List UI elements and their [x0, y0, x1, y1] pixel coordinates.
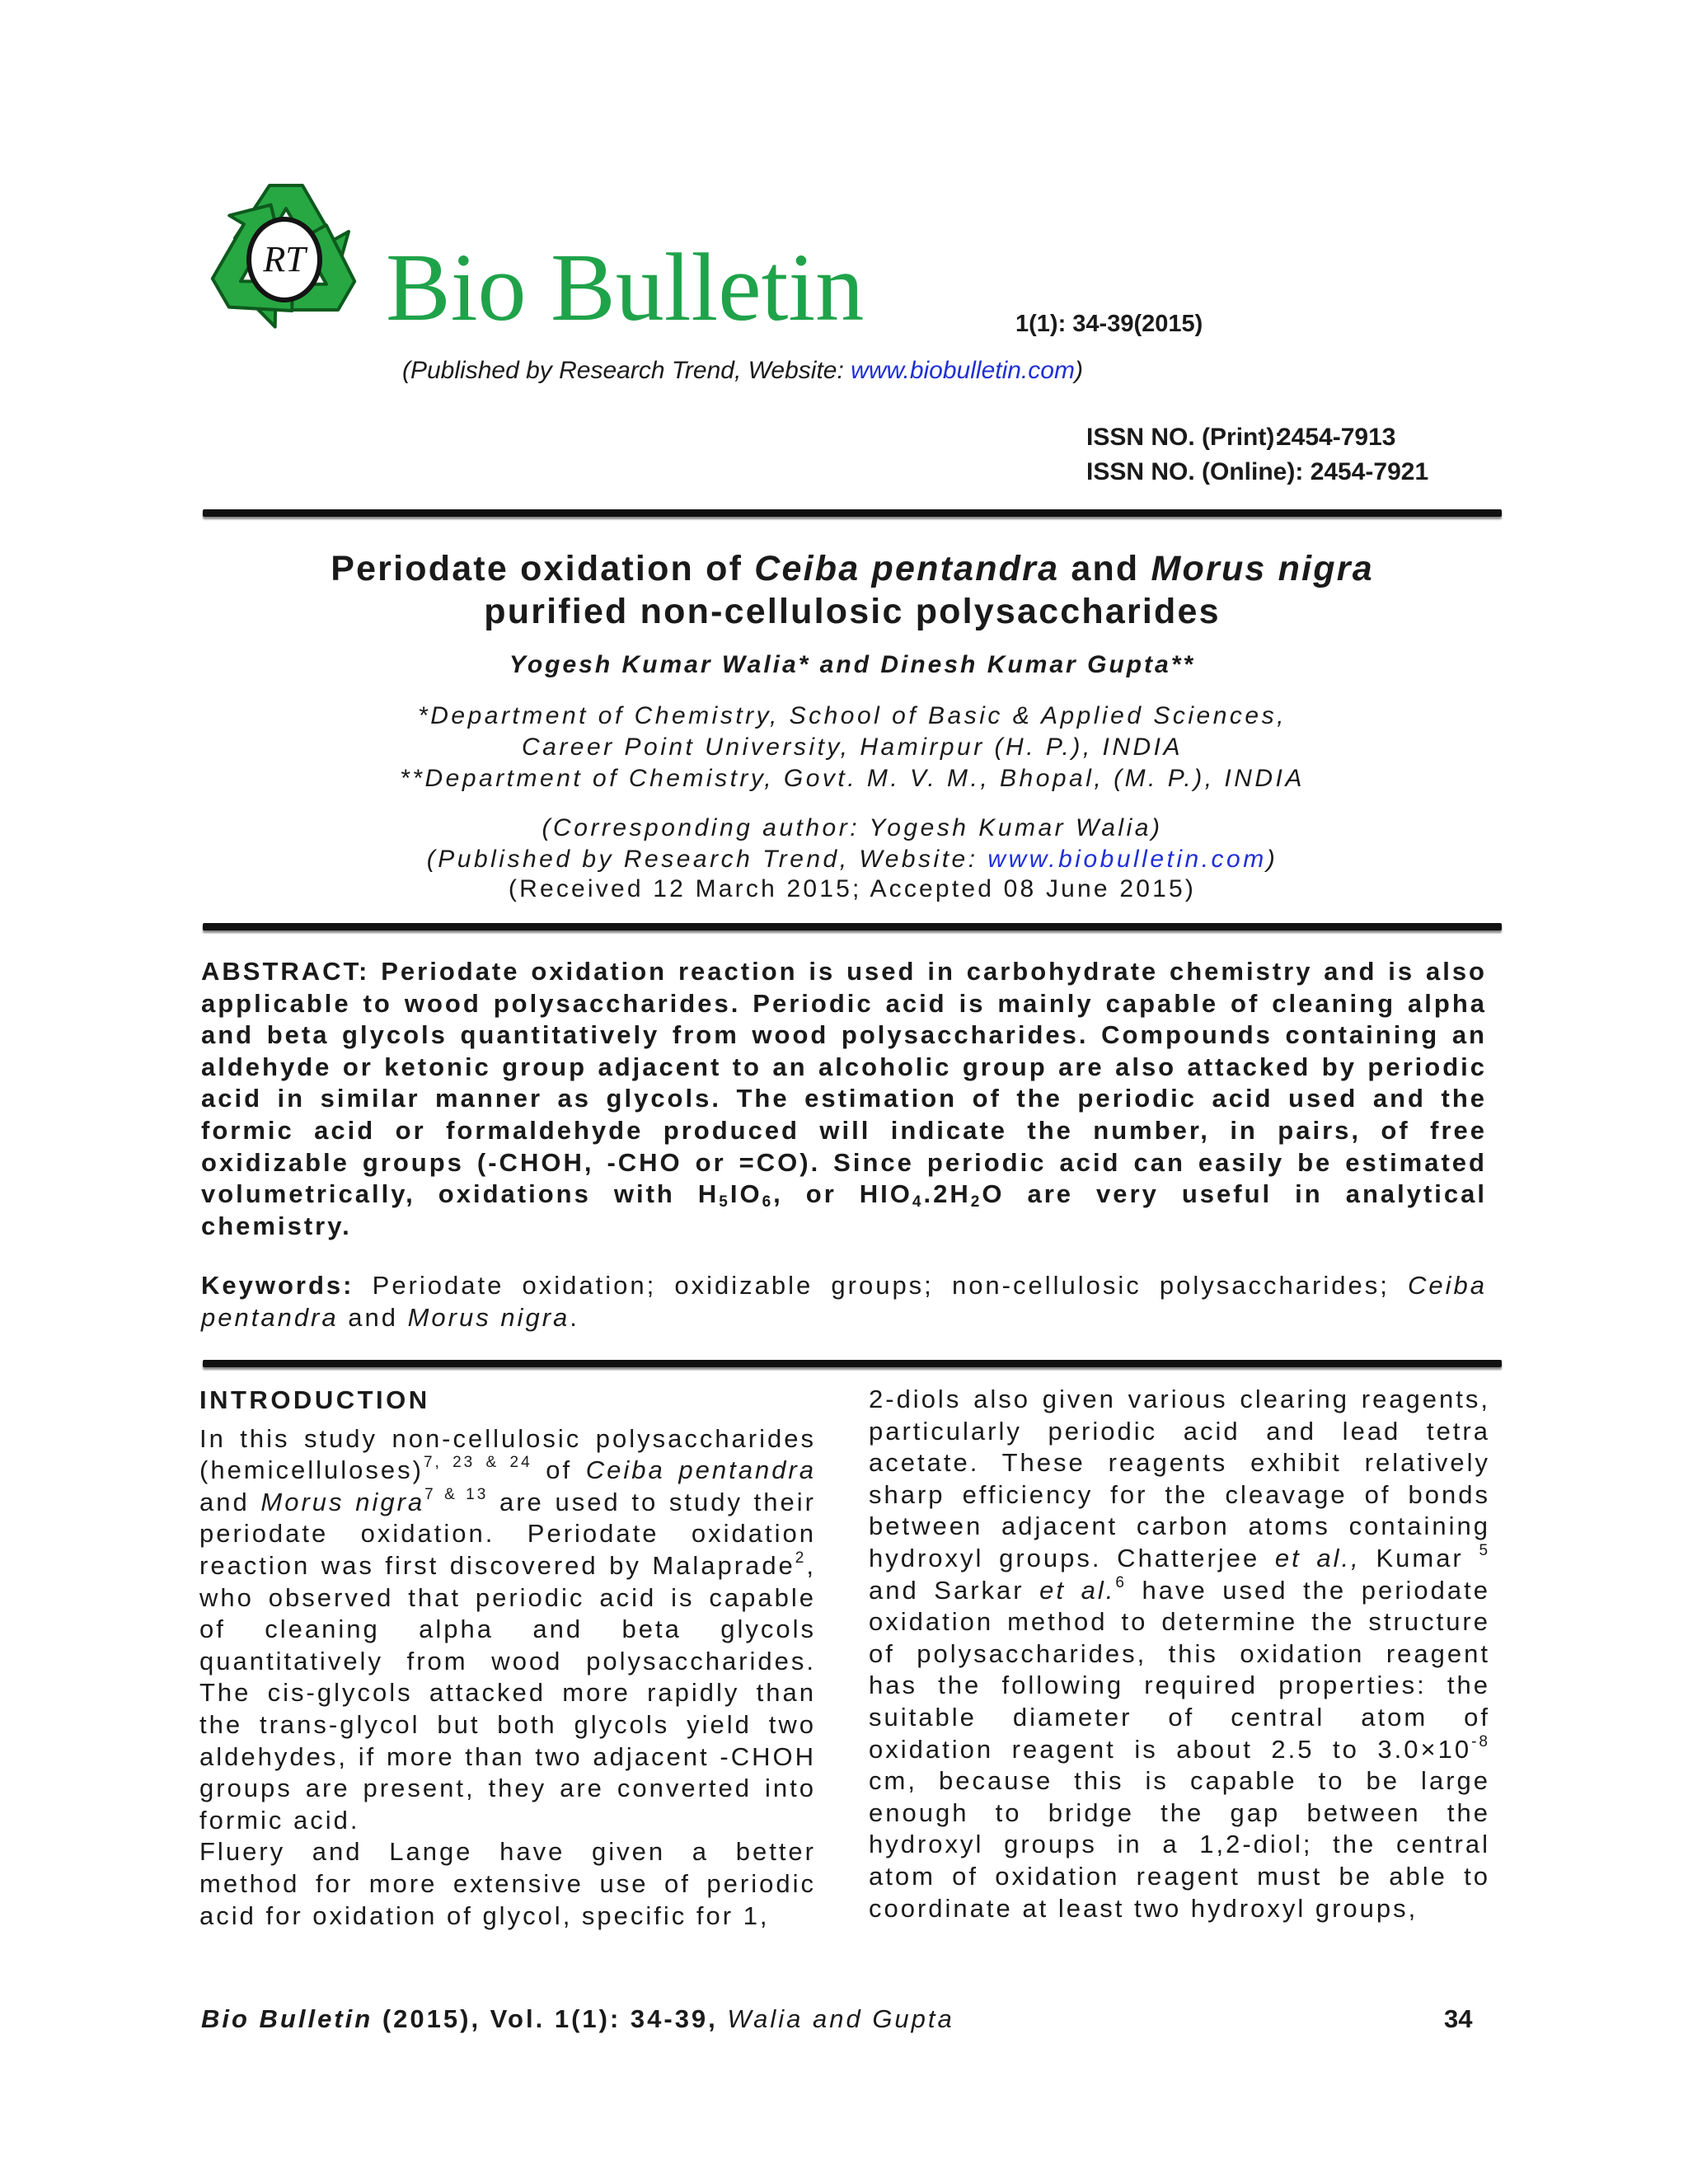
intro-right-column [869, 1384, 1490, 1924]
journal-name: Bio Bulletin [386, 233, 865, 341]
article-title: Periodate oxidation of Ceiba pentandra and Morus nigra purified non-cellulosic polysaccharides [331, 549, 1374, 631]
header-rule [203, 509, 1502, 517]
affiliations: *Department of Chemistry, School of Basic & Applied Sciences, Career Point University, Hamirpur (H. P.), INDIA **Department of Chemistry, Govt. M. V. M., Bhopal, (M. P.), INDIA [400, 702, 1305, 792]
journal-logo [198, 169, 371, 342]
issn-online: ISSN NO. (Online): 2454-7921 [1086, 458, 1429, 485]
page-footer: Bio Bulletin (2015), Vol. 1(1): 34-39, Walia and Gupta [201, 2004, 954, 2033]
svg-text:RT: RT [263, 239, 306, 279]
keywords-rule [203, 1360, 1502, 1367]
intro-paragraph-2-cont: 2-diols also given various clearing reagents, particularly periodic acid and lead tetra acetate. These reagents exhibit relatively sharp efficiency for the cleavage of bonds between adjacent carbon atoms containing hydroxyl groups. Chatterjee et al., Kumar $^5$ and Sarkar et al.$^6$ have used the periodate oxidation method to determine the structure of polysaccharides, this oxidation reagent has the following required properties: the suitable diameter of central atom of oxidation reagent is about 2.5 to $3.0\times 10^{-8}$ cm, because this is capable to be large enough to bridge the gap between the hydroxyl groups in a 1,2-diol; the central atom of oxidation reagent must be able to coordinate at least two hydroxyl groups, [869, 1385, 1491, 1923]
received-dates: (Received 12 March 2015; Accepted 08 June 2015) [508, 875, 1197, 902]
corresponding-author: (Corresponding author: Yogesh Kumar Walia) (Published by Research Trend, Website: www.biobulletin.com) [426, 814, 1278, 873]
title-rule [203, 923, 1502, 930]
issn-block [1086, 420, 1428, 490]
issn-print: ISSN NO. (Print):2454-7913 [1086, 424, 1396, 451]
authors: Yogesh Kumar Walia* and Dinesh Kumar Gupta** [509, 651, 1196, 678]
abstract: ABSTRACT: Periodate oxidation reaction is used in carbohydrate chemistry and is also applicable to wood polysaccharides. Periodic acid is mainly capable of cleaning alpha and beta glycols quantitatively from wood polysaccharides. Compounds containing an aldehyde or ketonic group adjacent to an alcoholic group are also attacked by periodic acid in similar manner as glycols. The estimation of the periodic acid used and the formic acid or formaldehyde produced will indicate the number, in pairs, of free oxidizable groups (-CHOH, -CHO or =CO). Since periodic acid can easily be estimated volumetrically, oxidations with $H_5IO_6$, or $HIO_4.2H_2O$ are very useful in analytical chemistry. [201, 957, 1488, 1240]
intro-paragraph-1: In this study non-cellulosic polysaccharides (hemicelluloses)$^{7, 23 \& 24}$ of Ceiba pentandra and Morus nigra$^{7 \& 13}$ are used to study their periodate oxidation. Periodate oxidation reaction was first discovered by Malaprade$^2$, who observed that periodic acid is capable of cleaning alpha and beta glycols quantitatively from wood polysaccharides. The cis-glycols attacked more rapidly than the trans-glycol but both glycols yield two aldehydes, if more than two adjacent -CHOH groups are present, they are converted into formic acid. [199, 1423, 816, 1835]
publisher-line: (Published by Research Trend, Website: www.biobulletin.com) [402, 357, 1083, 384]
volume-pages: 1(1): 34-39(2015) [1015, 311, 1203, 337]
intro-left-column [199, 1385, 816, 1932]
website-link[interactable]: www.biobulletin.com [851, 357, 1075, 384]
website-link-2[interactable]: www.biobulletin.com [987, 846, 1267, 873]
intro-paragraph-2: Fluery and Lange have given a better method for more extensive use of periodic acid for oxidation of glycol, specific for 1, [199, 1837, 816, 1930]
keywords: Keywords: Periodate oxidation; oxidizable groups; non-cellulosic polysaccharides; Ceiba pentandra and Morus nigra. [201, 1271, 1487, 1332]
page-number: 34 [1444, 2004, 1473, 2033]
intro-heading: INTRODUCTION [199, 1385, 430, 1414]
